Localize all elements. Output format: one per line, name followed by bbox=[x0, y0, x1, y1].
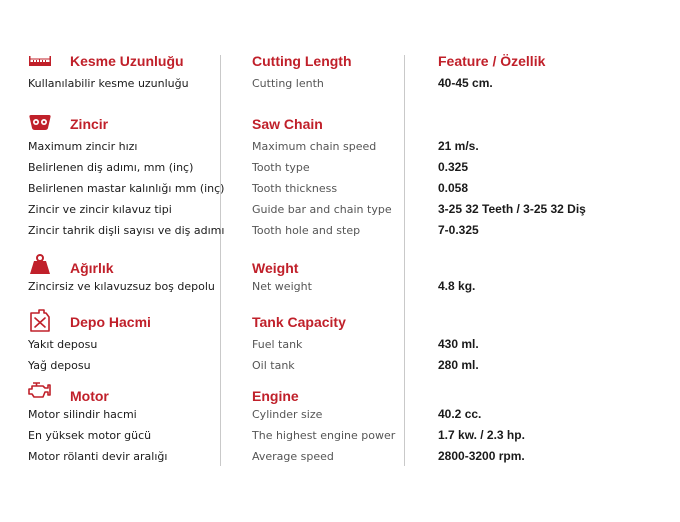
section-title-en: Tank Capacity bbox=[252, 314, 346, 330]
row-label-tr: Yakıt deposu bbox=[28, 338, 98, 351]
row-value: 2800-3200 rpm. bbox=[438, 449, 525, 463]
row-label-tr: Motor silindir hacmi bbox=[28, 408, 137, 421]
ruler-icon bbox=[28, 53, 52, 67]
saw-chain-icon bbox=[28, 113, 52, 131]
row-label-tr: Belirlenen mastar kalınlığı mm (inç) bbox=[28, 182, 225, 195]
section-title-tr: Motor bbox=[70, 388, 109, 404]
row-label-en: Cylinder size bbox=[252, 408, 323, 421]
row-value: 4.8 kg. bbox=[438, 279, 476, 293]
row-label-tr: Yağ deposu bbox=[28, 359, 91, 372]
row-label-tr: En yüksek motor gücü bbox=[28, 429, 152, 442]
row-value: 7-0.325 bbox=[438, 223, 479, 237]
section-title-en: Saw Chain bbox=[252, 116, 323, 132]
row-label-tr: Zincir tahrik dişli sayısı ve diş adımı bbox=[28, 224, 225, 237]
row-label-tr: Belirlenen diş adımı, mm (inç) bbox=[28, 161, 194, 174]
row-label-tr: Zincir ve zincir kılavuz tipi bbox=[28, 203, 172, 216]
row-value: 40.2 cc. bbox=[438, 407, 482, 421]
row-value: 21 m/s. bbox=[438, 139, 479, 153]
row-value: 280 ml. bbox=[438, 358, 479, 372]
engine-icon bbox=[28, 382, 52, 400]
feature-header: Feature / Özellik bbox=[438, 53, 546, 69]
row-label-tr: Maximum zincir hızı bbox=[28, 140, 138, 153]
row-value: 40-45 cm. bbox=[438, 76, 493, 90]
section-title-tr: Kesme Uzunluğu bbox=[70, 53, 184, 69]
section-title-tr: Depo Hacmi bbox=[70, 314, 151, 330]
section-title-en: Cutting Length bbox=[252, 53, 352, 69]
row-label-tr: Motor rölanti devir aralığı bbox=[28, 450, 168, 463]
section-title-tr: Ağırlık bbox=[70, 260, 114, 276]
row-label-en: Fuel tank bbox=[252, 338, 303, 351]
row-label-tr: Kullanılabilir kesme uzunluğu bbox=[28, 77, 189, 90]
row-label-en: Tooth hole and step bbox=[252, 224, 361, 237]
column-divider-left bbox=[220, 55, 221, 466]
row-label-tr: Zincirsiz ve kılavuzsuz boş depolu bbox=[28, 280, 215, 293]
weight-icon bbox=[29, 254, 51, 276]
column-divider-right bbox=[404, 55, 405, 466]
row-label-en: Cutting lenth bbox=[252, 77, 324, 90]
row-value: 0.325 bbox=[438, 160, 469, 174]
row-label-en: Tooth type bbox=[252, 161, 310, 174]
row-label-en: Tooth thickness bbox=[252, 182, 338, 195]
row-label-en: Oil tank bbox=[252, 359, 295, 372]
row-label-en: Guide bar and chain type bbox=[252, 203, 392, 216]
row-value: 1.7 kw. / 2.3 hp. bbox=[438, 428, 525, 442]
row-label-en: The highest engine power bbox=[252, 429, 396, 442]
section-title-en: Engine bbox=[252, 388, 299, 404]
row-label-en: Average speed bbox=[252, 450, 334, 463]
row-value: 3-25 32 Teeth / 3-25 32 Diş bbox=[438, 202, 586, 216]
row-value: 430 ml. bbox=[438, 337, 479, 351]
fuel-tank-icon bbox=[29, 309, 51, 333]
row-value: 0.058 bbox=[438, 181, 469, 195]
section-title-en: Weight bbox=[252, 260, 299, 276]
row-label-en: Net weight bbox=[252, 280, 312, 293]
section-title-tr: Zincir bbox=[70, 116, 109, 132]
row-label-en: Maximum chain speed bbox=[252, 140, 377, 153]
